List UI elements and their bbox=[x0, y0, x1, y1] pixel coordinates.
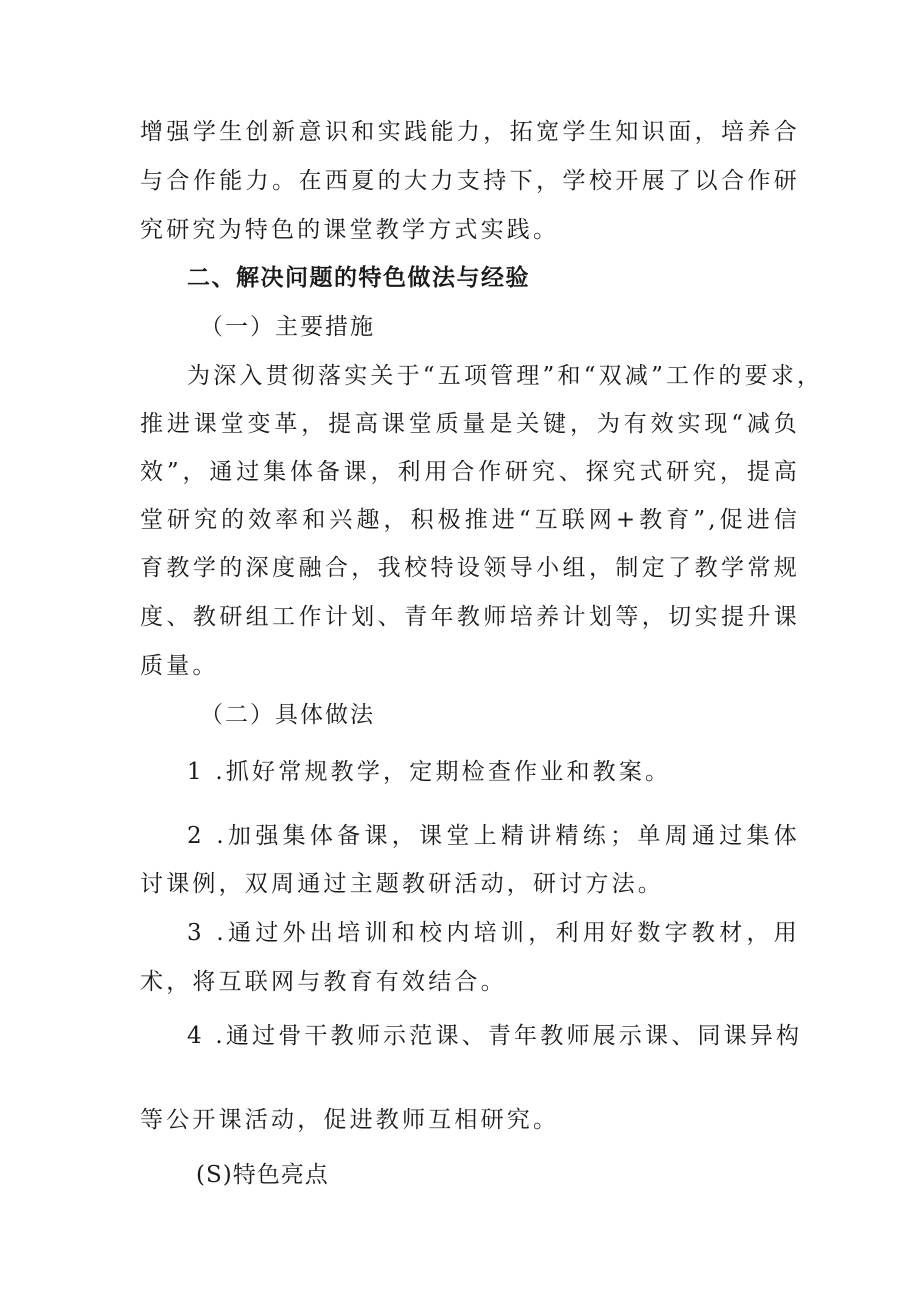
section-heading: 二、解决问题的特色做法与经验 bbox=[187, 265, 530, 291]
list-item-4-line-2: 等公开课活动，促进教师互相研究。 bbox=[140, 1107, 560, 1133]
intro-line-1: 增强学生创新意识和实践能力，拓宽学生知识面，培养合 bbox=[140, 119, 800, 145]
measures-line-1: 为深入贯彻落实关于“五项管理”和“双减”工作的要求， bbox=[187, 363, 824, 389]
measures-line-2: 推进课堂变革，提高课堂质量是关键，为有效实现“减负 bbox=[140, 411, 800, 437]
measures-line-4: 堂研究的效率和兴趣，积极推进“互联网+教育”,促进信 bbox=[140, 507, 800, 533]
list-item-2-line-2: 讨课例，双周通过主题教研活动，研讨方法。 bbox=[140, 871, 664, 897]
subsection-heading-2: （二）具体做法 bbox=[200, 702, 375, 728]
list-item-2-line-1: 2 .加强集体备课，课堂上精讲精练；单周通过集体 bbox=[187, 823, 800, 849]
measures-line-3: 效”，通过集体备课，利用合作研究、探究式研究，提高 bbox=[140, 459, 800, 485]
subsection-heading-1: （一）主要措施 bbox=[200, 314, 375, 340]
subsection-heading-3: (S)特色亮点 bbox=[196, 1162, 329, 1188]
intro-line-2: 与合作能力。在西夏的大力支持下，学校开展了以合作研 bbox=[140, 168, 800, 194]
list-item-3-line-1: 3 .通过外出培训和校内培训，利用好数字教材，用 bbox=[187, 920, 800, 946]
measures-line-7: 质量。 bbox=[140, 653, 219, 679]
list-item-4-line-1: 4 .通过骨干教师示范课、青年教师展示课、同课异构 bbox=[187, 1023, 803, 1049]
intro-line-3: 究研究为特色的课堂教学方式实践。 bbox=[140, 217, 560, 243]
list-item-1: 1 .抓好常规教学，定期检查作业和教案。 bbox=[187, 759, 672, 785]
measures-line-6: 度、教研组工作计划、青年教师培养计划等，切实提升课 bbox=[140, 604, 800, 630]
measures-line-5: 育教学的深度融合，我校特设领导小组，制定了教学常规 bbox=[140, 555, 800, 581]
list-item-3-line-2: 术，将互联网与教育有效结合。 bbox=[140, 969, 507, 995]
